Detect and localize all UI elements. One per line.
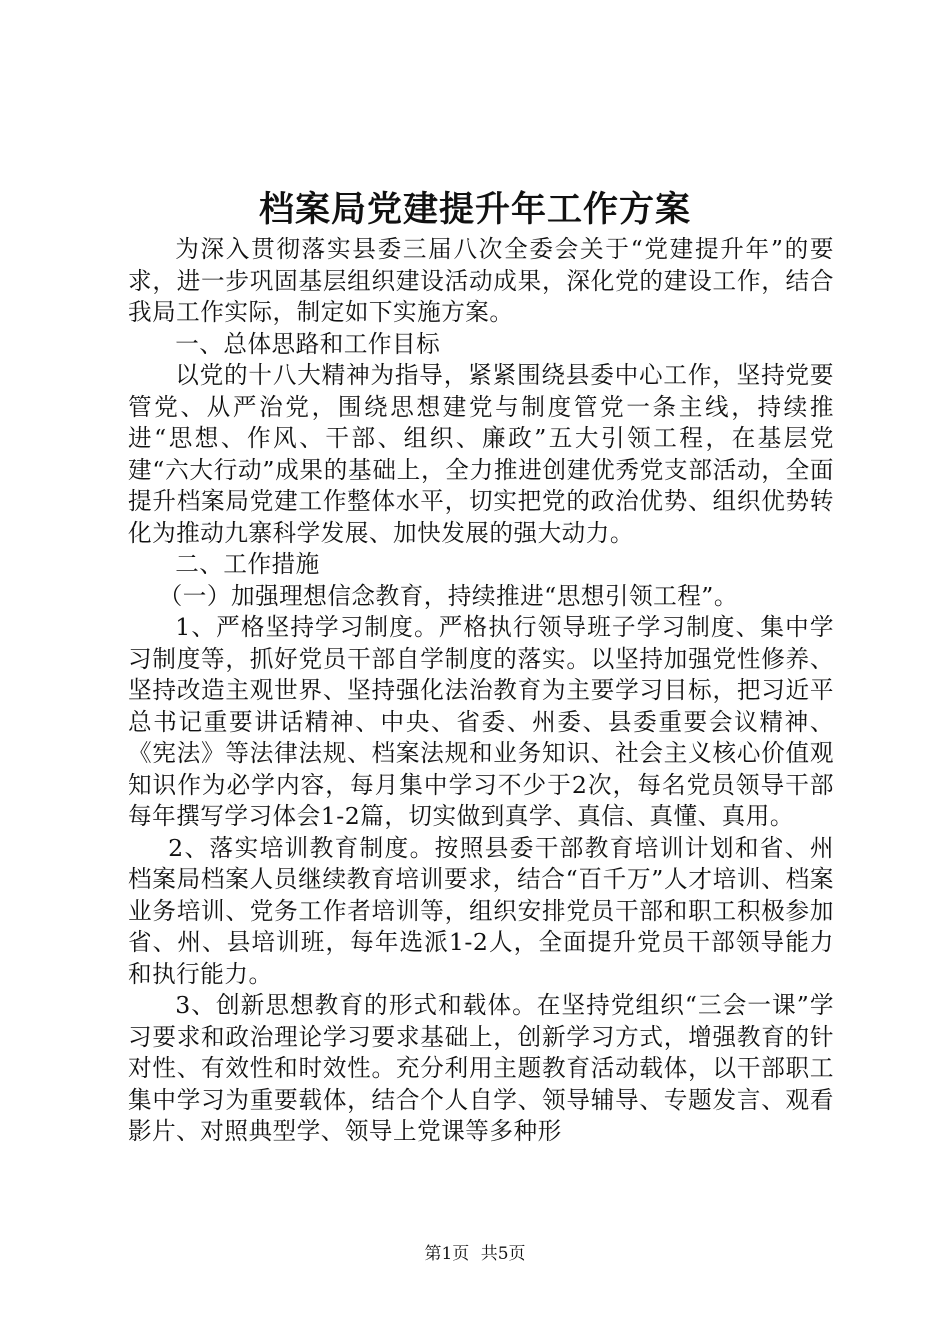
paragraph-intro: 为深入贯彻落实县委三届八次全委会关于“党建提升年”的要求，进一步巩固基层组织建设活动成果，深化党的建设工作，结合我局工作实际，制定如下实施方案。 — [128, 235, 834, 326]
page-number-total: 共5页 — [480, 1244, 526, 1264]
heading-section-2: 二、工作措施 — [175, 550, 320, 578]
heading-section-1: 一、总体思路和工作目标 — [175, 329, 441, 358]
page-number-current: 第1页 — [424, 1244, 470, 1264]
paragraph-item-2: 2、落实培训教育制度。按照县委干部教育培训计划和省、州档案局档案人员继续教育培训要求，结合“百千万”人才培训、档案业务培训、党务工作者培训等，组织安排党员干部和职工积极参加省、州、县培训班，每年选派1-2人，全面提升党员干部领导能力和执行能力。 — [128, 833, 834, 988]
paragraph-item-3: 3、创新思想教育的形式和载体。在坚持党组织“三会一课”学习要求和政治理论学习要求基础上，创新学习方式，增强教育的针对性、有效性和时效性。充分利用主题教育活动载体，以干部职工集中学习为重要载体，结合个人自学、领导辅导、专题发言、观看影片、对照典型学、领导上党课等多种形 — [128, 991, 834, 1145]
document-title: 档案局党建提升年工作方案 — [258, 189, 691, 230]
paragraph-item-1: 1、严格坚持学习制度。严格执行领导班子学习制度、集中学习制度等，抓好党员干部自学制度的落实。以坚持加强党性修养、坚持改造主观世界、坚持强化法治教育为主要学习目标，把习近平总书记重要讲话精神、中央、省委、州委、县委重要会议精神、《宪法》等法律法规、档案法规和业务知识、社会主义核心价值观知识作为必学内容，每月集中学习不少于2次，每名党员领导干部每年撰写学习体会1-2篇，切实做到真学、真信、真懂、真用。 — [128, 613, 834, 830]
heading-subsection-1: （一）加强理想信念教育，持续推进“思想引领工程”。 — [158, 581, 738, 610]
paragraph-section-1: 以党的十八大精神为指导，紧紧围绕县委中心工作，坚持党要管党、从严治党，围绕思想建党与制度管党一条主线，持续推进“思想、作风、干部、组织、廉政”五大引领工程，在基层党建“六大行动”成果的基础上，全力推进创建优秀党支部活动，全面提升档案局党建工作整体水平，切实把党的政治优势、组织优势转化为推动九寨科学发展、加快发展的强大动力。 — [128, 361, 834, 547]
page-footer — [0, 1242, 950, 1266]
document-body — [128, 234, 834, 1148]
